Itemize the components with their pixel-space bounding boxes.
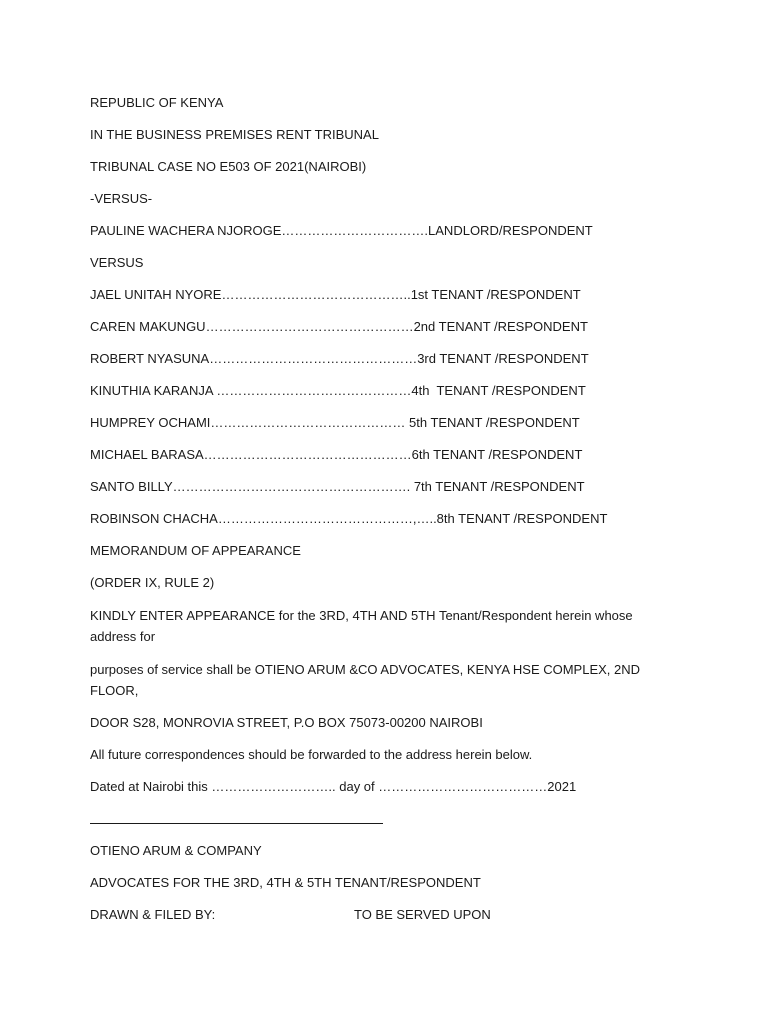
order-reference: (ORDER IX, RULE 2)	[90, 575, 215, 590]
tenant-line: CAREN MAKUNGU…………………………………………2nd TENANT /RESPONDENT	[90, 319, 588, 334]
dated-line: Dated at Nairobi this ……………………….. day of …………………………………2021	[90, 779, 577, 794]
appearance-paragraph: KINDLY ENTER APPEARANCE for the 3RD, 4TH AND 5TH Tenant/Respondent herein whose address for	[90, 608, 633, 644]
versus-heading: -VERSUS-	[90, 191, 153, 206]
drawn-filed-label: DRAWN & FILED BY:	[90, 907, 216, 922]
advocate-role: ADVOCATES FOR THE 3RD, 4TH & 5TH TENANT/RESPONDENT	[90, 875, 481, 890]
firm-name: OTIENO ARUM & COMPANY	[90, 843, 262, 858]
case-number: TRIBUNAL CASE NO E503 OF 2021(NAIROBI)	[90, 159, 367, 174]
service-address-paragraph: purposes of service shall be OTIENO ARUM &CO ADVOCATES, KENYA HSE COMPLEX, 2ND FLOOR,	[90, 662, 641, 698]
tenant-line: HUMPREY OCHAMI……………………………………… 5th TENANT /RESPONDENT	[90, 415, 580, 430]
court-heading: IN THE BUSINESS PREMISES RENT TRIBUNAL	[90, 127, 379, 142]
tenant-line: JAEL UNITAH NYORE……………………………………..1st TENANT /RESPONDENT	[90, 287, 581, 302]
landlord-line: PAULINE WACHERA NJOROGE…………………………….LANDLORD/RESPONDENT	[90, 223, 593, 238]
tenant-line: ROBINSON CHACHA………………………………………,…..8th TENANT /RESPONDENT	[90, 511, 608, 526]
tenant-line: MICHAEL BARASA…………………………………………6th TENANT /RESPONDENT	[90, 447, 583, 462]
correspondence-note: All future correspondences should be forwarded to the address herein below.	[90, 747, 533, 762]
memorandum-title: MEMORANDUM OF APPEARANCE	[90, 543, 301, 558]
signature-line	[90, 823, 383, 824]
tenant-line: KINUTHIA KARANJA ………………………………………4th TENANT /RESPONDENT	[90, 383, 586, 398]
republic-heading: REPUBLIC OF KENYA	[90, 95, 224, 110]
tenant-line: ROBERT NYASUNA…………………………………………3rd TENANT /RESPONDENT	[90, 351, 589, 366]
tenant-line: SANTO BILLY………………………………………………. 7th TENANT /RESPONDENT	[90, 479, 585, 494]
postal-address-line: DOOR S28, MONROVIA STREET, P.O BOX 75073-00200 NAIROBI	[90, 715, 483, 730]
versus-separator: VERSUS	[90, 255, 144, 270]
served-upon-label: TO BE SERVED UPON	[354, 907, 491, 922]
